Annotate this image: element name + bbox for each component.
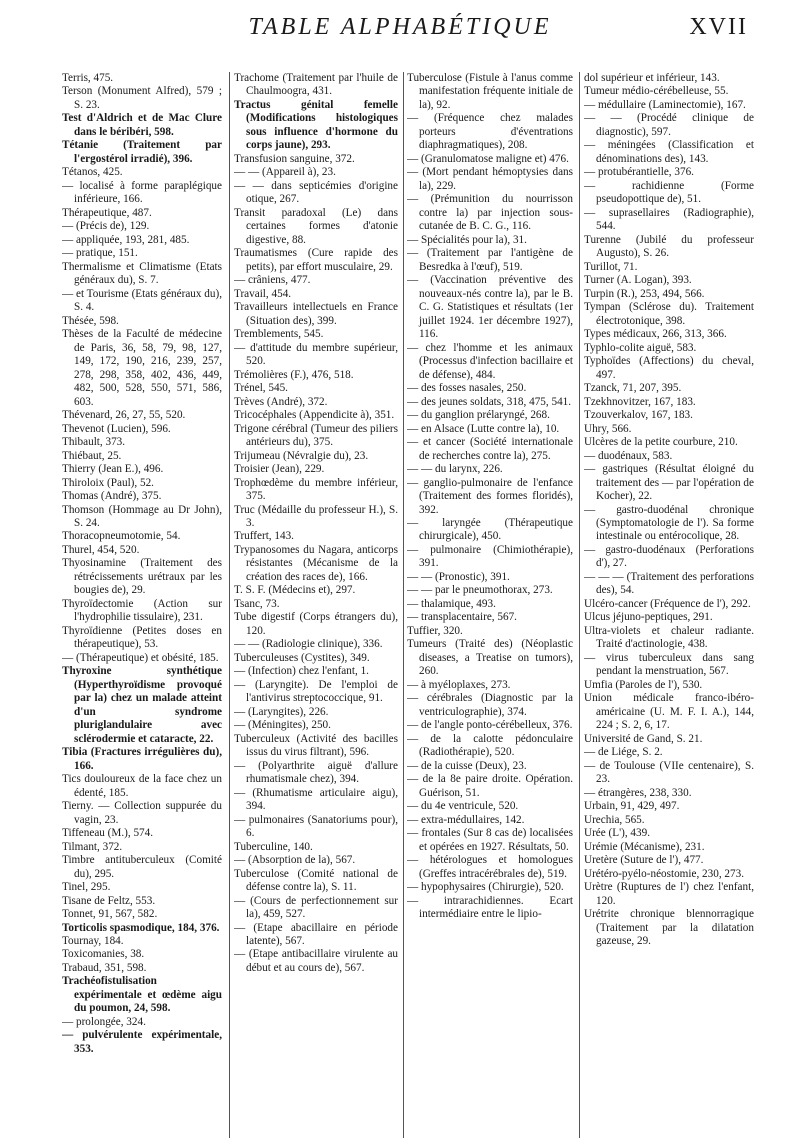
- index-entry: Ulcères de la petite courbure, 210.: [584, 436, 738, 449]
- index-entry: — — par le pneumothorax, 273.: [407, 584, 553, 597]
- index-entry: Trigone cérébral (Tumeur des piliers antérieurs du), 375.: [234, 422, 398, 449]
- index-entry: Truc (Médaille du professeur H.), S. 3.: [234, 503, 398, 529]
- index-entry: Thermalisme et Climatisme (Etats généraux du), S. 7.: [62, 260, 222, 287]
- index-entry: Thyroïdectomie (Action sur l'hydrophilie tissulaire), 231.: [62, 597, 222, 624]
- index-entry: — chez l'homme et les animaux (Processus d'infection bacillaire et de défense), 484.: [407, 341, 573, 381]
- index-column-2: [234, 72, 398, 1138]
- index-entry: — laryngée (Thérapeutique chirurgicale), 450.: [407, 516, 573, 543]
- index-entry: dol supérieur et inférieur, 143.: [584, 72, 720, 84]
- index-entry: Turpin (R.), 253, 494, 566.: [584, 287, 705, 300]
- index-entry: — (Etape antibacillaire virulente au début et au cours de), 567.: [234, 948, 398, 974]
- index-entry: Thyroïdienne (Petites doses en thérapeutique), 53.: [62, 624, 222, 651]
- index-entry: Troisier (Jean), 229.: [234, 463, 325, 476]
- index-entry: — (Vaccination préventive des nouveaux-nés contre la), par le B. C. G. Statistiques et résultats (1er juillet 1924. 1er décembre 1927), 116.: [407, 274, 573, 341]
- index-entry: Tuberculose (Fistule à l'anus comme manifestation fréquente initiale de la), 92.: [407, 72, 573, 111]
- index-entry: — — (Radiologie clinique), 336.: [234, 638, 383, 651]
- index-entry: — gastriques (Résultat éloigné du traitement des — par l'opération de Kocher), 22.: [584, 463, 754, 503]
- page-title: TABLE ALPHABÉTIQUE: [248, 14, 552, 40]
- index-entry: Thérapeutique, 487.: [62, 206, 152, 219]
- index-entry: Tuberculeux (Activité des bacilles issus du virus filtrant), 596.: [234, 732, 398, 759]
- index-entry: Tierny. — Collection suppurée du vagin, 23.: [62, 800, 222, 826]
- index-entry: Transfusion sanguine, 372.: [234, 152, 355, 165]
- index-entry: — de la cuisse (Deux), 23.: [407, 759, 527, 772]
- index-entry: Thibault, 373.: [62, 436, 126, 449]
- index-entry: — du 4e ventricule, 520.: [407, 800, 519, 813]
- index-entry: Tuberculeuses (Cystites), 349.: [234, 651, 370, 664]
- index-entry: — (Infection) chez l'enfant, 1.: [234, 665, 369, 678]
- index-entry: — (Etape abacillaire en période latente), 567.: [234, 921, 398, 947]
- index-entry: Tics douloureux de la face chez un édenté, 185.: [62, 773, 222, 799]
- index-entry: Typhoïdes (Affections) du cheval, 497.: [584, 355, 754, 381]
- index-entry: Union médicale franco-ibéro-américaine (U. M. F. I. A.), 144, 224 ; S. 2, 6, 17.: [584, 692, 754, 732]
- index-entry: Traumatismes (Cure rapide des petits), par effort musculaire, 29.: [234, 247, 398, 273]
- index-entry: Thomas (André), 375.: [62, 490, 162, 503]
- index-entry: Trénel, 545.: [234, 382, 288, 395]
- index-entry: — transplacentaire, 567.: [407, 611, 517, 624]
- index-entry: Thurel, 454, 520.: [62, 543, 140, 556]
- index-entry: — (Précis de), 129.: [62, 220, 150, 233]
- index-entry: Urètre (Ruptures de l') chez l'enfant, 120.: [584, 881, 754, 907]
- index-entry: Trophœdème du membre inférieur, 375.: [234, 476, 398, 503]
- index-entry: Urétéro-pyélo-néostomie, 230, 273.: [584, 867, 745, 880]
- index-entry: — (Laryngites), 226.: [234, 705, 329, 718]
- index-entry: — d'attitude du membre supérieur, 520.: [234, 341, 398, 368]
- index-entry: Uhry, 566.: [584, 422, 632, 435]
- index-entry: — (Polyarthrite aiguë d'allure rhumatismale chez), 394.: [234, 759, 398, 786]
- index-entry: — cérébrales (Diagnostic par la ventriculographie), 374.: [407, 692, 573, 718]
- index-entry: — en Alsace (Lutte contre la), 10.: [407, 422, 560, 435]
- index-entry: — rachidienne (Forme pseudopottique de), 51.: [584, 179, 754, 206]
- index-entry: — — du larynx, 226.: [407, 463, 503, 476]
- index-entry: — (Méningites), 250.: [234, 719, 331, 732]
- index-entry: — et Tourisme (Etats généraux du), S. 4.: [62, 287, 222, 314]
- index-entry: Tétanos, 425.: [62, 166, 123, 179]
- index-entry: — hétérologues et homologues (Greffes intracérébrales de), 519.: [407, 854, 573, 880]
- index-entry: T. S. F. (Médecins et), 297.: [234, 584, 356, 597]
- index-entry: Ulcéro-cancer (Fréquence de l'), 292.: [584, 597, 751, 610]
- index-entry: — — (Pronostic), 391.: [407, 570, 510, 583]
- index-entry: Thyosinamine (Traitement des rétrécissements urétraux par les bougies de), 29.: [62, 557, 222, 597]
- index-entry: Terson (Monument Alfred), 579 ; S. 23.: [62, 85, 222, 111]
- index-entry: — gastro-duodénal chronique (Symptomatologie de l'). Sa forme intestinale ou entérocolique, 28.: [584, 503, 754, 543]
- index-entry: Thiébaut, 25.: [62, 449, 122, 462]
- index-entry: Thévenard, 26, 27, 55, 520.: [62, 409, 186, 422]
- index-entry: — (Rhumatisme articulaire aigu), 394.: [234, 786, 398, 813]
- index-entry: Tricocéphales (Appendicite à), 351.: [234, 409, 395, 422]
- index-entry: — (Traitement par l'antigène de Besredka à l'œuf), 519.: [407, 247, 573, 273]
- index-column-1: [62, 72, 222, 1138]
- column-divider: [579, 72, 580, 1138]
- index-entry: — (Absorption de la), 567.: [234, 854, 356, 867]
- index-entry: Tremblements, 545.: [234, 328, 324, 341]
- page-number: XVII: [689, 14, 748, 40]
- index-entry: Tractus génital femelle (Modifications histologiques sous influence d'hormone du corps jaune), 293.: [234, 98, 398, 152]
- index-entry: Thèses de la Faculté de médecine de Paris, 36, 58, 79, 98, 127, 149, 172, 190, 216, 239, 257, 278, 298, 358, 402, 436, 449, 482, 500, 528, 550, 571, 586, 603.: [62, 328, 222, 408]
- index-entry: Tumeur médio-cérébelleuse, 55.: [584, 85, 729, 98]
- index-entry: Travail, 454.: [234, 287, 292, 300]
- index-entry: — — (Appareil à), 23.: [234, 166, 336, 179]
- index-entry: Tzanck, 71, 207, 395.: [584, 382, 682, 395]
- index-entry: — de Toulouse (VIIe centenaire), S. 23.: [584, 759, 754, 786]
- index-entry: Turillot, 71.: [584, 260, 638, 273]
- index-entry: Timbre antituberculeux (Comité du), 295.: [62, 854, 222, 880]
- index-entry: Thierry (Jean E.), 496.: [62, 463, 164, 476]
- index-entry: Tiffeneau (M.), 574.: [62, 827, 154, 840]
- index-entry: — (Granulomatose maligne et) 476.: [407, 152, 569, 165]
- index-entry: — — — (Traitement des perforations des), 54.: [584, 570, 754, 597]
- column-divider: [229, 72, 230, 1138]
- index-entry: — — (Procédé clinique de diagnostic), 597.: [584, 112, 754, 138]
- index-entry: Tuberculine, 140.: [234, 840, 313, 853]
- index-entry: — protubérantielle, 376.: [584, 166, 694, 179]
- index-entry: — (Fréquence chez malades porteurs d'éventrations diaphragmatiques), 208.: [407, 112, 573, 152]
- index-entry: — ganglio-pulmonaire de l'enfance (Traitement des formes floridés), 392.: [407, 476, 573, 516]
- index-columns: [62, 72, 776, 1138]
- index-entry: — pulvérulente expérimentale, 353.: [62, 1029, 222, 1055]
- index-entry: — suprasellaires (Radiographie), 544.: [584, 206, 754, 233]
- index-entry: — (Laryngite). De l'emploi de l'antivirus streptococcique, 91.: [234, 678, 398, 705]
- index-entry: Types médicaux, 266, 313, 366.: [584, 328, 727, 341]
- index-entry: — pratique, 151.: [62, 247, 138, 260]
- index-entry: Thésée, 598.: [62, 314, 119, 327]
- index-entry: Trachéofistulisation expérimentale et œdème aigu du poumon, 24, 598.: [62, 975, 222, 1015]
- index-entry: — (Thérapeutique) et obésité, 185.: [62, 651, 219, 664]
- index-entry: — méningées (Classification et dénominations des), 143.: [584, 139, 754, 165]
- index-entry: Tube digestif (Corps étrangers du), 120.: [234, 611, 398, 637]
- index-entry: — — dans septicémies d'origine otique, 267.: [234, 179, 398, 206]
- index-entry: — thalamique, 493.: [407, 597, 496, 610]
- index-entry: Thiroloix (Paul), 52.: [62, 476, 154, 489]
- index-entry: Urbain, 91, 429, 497.: [584, 800, 680, 813]
- index-entry: Tumeurs (Traité des) (Néoplastic diseases, a Treatise on tumors), 260.: [407, 638, 573, 678]
- index-entry: — de l'angle ponto-cérébelleux, 376.: [407, 719, 573, 732]
- index-entry: Tzouverkalov, 167, 183.: [584, 409, 693, 422]
- index-entry: Tournay, 184.: [62, 935, 124, 947]
- index-entry: Transit paradoxal (Le) dans certaines formes d'atonie digestive, 88.: [234, 206, 398, 246]
- index-entry: — prolongée, 324.: [62, 1015, 146, 1028]
- index-entry: Urée (L'), 439.: [584, 827, 651, 840]
- index-entry: Turner (A. Logan), 393.: [584, 274, 692, 287]
- index-entry: — pulmonaires (Sanatoriums pour), 6.: [234, 813, 398, 840]
- index-entry: — des jeunes soldats, 318, 475, 541.: [407, 395, 572, 408]
- index-entry: — pulmonaire (Chimiothérapie), 391.: [407, 543, 573, 570]
- index-entry: Tonnet, 91, 567, 582.: [62, 908, 158, 921]
- index-entry: — Spécialités pour la), 31.: [407, 233, 527, 246]
- index-entry: Tinel, 295.: [62, 881, 111, 894]
- index-entry: Ulcus jéjuno-peptiques, 291.: [584, 611, 713, 624]
- column-divider: [403, 72, 404, 1138]
- index-entry: Urétrite chronique blennorragique (Traitement par la dilatation gazeuse, 29.: [584, 908, 754, 947]
- index-entry: Tisane de Feltz, 553.: [62, 894, 156, 907]
- index-entry: — étrangères, 238, 330.: [584, 786, 692, 799]
- index-entry: Uretère (Suture de l'), 477.: [584, 854, 704, 867]
- index-entry: — gastro-duodénaux (Perforations d'), 27.: [584, 543, 754, 570]
- page-header: [0, 14, 800, 54]
- index-entry: — intrarachidiennes. Ecart intermédiaire entre le lipio-: [407, 894, 573, 921]
- index-entry: Thevenot (Lucien), 596.: [62, 422, 171, 435]
- index-entry: Trémolières (F.), 476, 518.: [234, 368, 354, 381]
- index-entry: Typhlo-colite aiguë, 583.: [584, 341, 697, 354]
- index-entry: Truffert, 143.: [234, 530, 294, 543]
- index-column-3: [407, 72, 573, 1138]
- index-entry: — des fosses nasales, 250.: [407, 382, 527, 395]
- index-entry: Tsanc, 73.: [234, 597, 280, 610]
- index-entry: Trabaud, 351, 598.: [62, 961, 147, 974]
- index-entry: Thoracopneumotomie, 54.: [62, 530, 181, 543]
- index-entry: — à myéloplaxes, 273.: [407, 678, 511, 691]
- index-entry: Tuffier, 320.: [407, 624, 463, 637]
- index-entry: — frontales (Sur 8 cas de) localisées et opérées en 1927. Résultats, 50.: [407, 827, 573, 853]
- index-entry: Tzekhnovitzer, 167, 183.: [584, 395, 696, 408]
- index-entry: Test d'Aldrich et de Mac Clure dans le béribéri, 598.: [62, 112, 222, 138]
- index-entry: — localisé à forme paraplégique inférieure, 166.: [62, 179, 222, 206]
- index-entry: — de la 8e paire droite. Opération. Guérison, 51.: [407, 773, 573, 799]
- index-entry: — de Liége, S. 2.: [584, 746, 663, 759]
- index-entry: Terris, 475.: [62, 72, 114, 84]
- index-entry: — hypophysaires (Chirurgie), 520.: [407, 881, 564, 894]
- index-entry: — de la calotte pédonculaire (Radiothérapie), 520.: [407, 732, 573, 759]
- index-entry: — extra-médullaires, 142.: [407, 813, 525, 826]
- index-entry: Toxicomanies, 38.: [62, 948, 145, 961]
- index-entry: Urechia, 565.: [584, 813, 645, 826]
- index-entry: — virus tuberculeux dans sang pendant la menstruation, 567.: [584, 651, 754, 678]
- index-entry: — (Cours de perfectionnement sur la), 459, 527.: [234, 894, 398, 921]
- index-entry: Trijumeau (Névralgie du), 23.: [234, 449, 369, 462]
- index-entry: Tétanie (Traitement par l'ergostérol irradié), 396.: [62, 139, 222, 165]
- index-column-4: [584, 72, 754, 1138]
- index-entry: — (Prémunition du nourrisson contre la) par injection sous-cutanée de B. C. G., 116.: [407, 193, 573, 233]
- index-entry: Umfia (Paroles de l'), 530.: [584, 678, 703, 691]
- index-entry: — appliquée, 193, 281, 485.: [62, 233, 190, 246]
- index-entry: Ultra-violets et chaleur radiante. Traité d'actinologie, 438.: [584, 624, 754, 651]
- index-entry: — du ganglion prélaryngé, 268.: [407, 409, 550, 422]
- index-entry: Université de Gand, S. 21.: [584, 732, 703, 745]
- index-entry: Tibia (Fractures irrégulières du), 166.: [62, 746, 222, 772]
- index-entry: — crâniens, 477.: [234, 274, 311, 287]
- index-entry: Turenne (Jubilé du professeur Augusto), S. 26.: [584, 233, 754, 260]
- index-entry: Torticolis spasmodique, 184, 376.: [62, 921, 220, 934]
- index-entry: Tympan (Sclérose du). Traitement électrotonique, 398.: [584, 301, 754, 327]
- index-entry: Thomson (Hommage au Dr John), S. 24.: [62, 503, 222, 529]
- index-entry: Tuberculose (Comité national de défense contre la), S. 11.: [234, 867, 398, 894]
- index-entry: — (Mort pendant hémoptysies dans la), 229.: [407, 166, 573, 192]
- index-entry: — médullaire (Laminectomie), 167.: [584, 98, 746, 111]
- index-entry: — duodénaux, 583.: [584, 449, 673, 462]
- index-entry: Trachome (Traitement par l'huile de Chaulmoogra, 431.: [234, 72, 398, 98]
- index-entry: Urémie (Mécanisme), 231.: [584, 840, 705, 853]
- index-entry: Trèves (André), 372.: [234, 395, 328, 408]
- index-entry: Thyroxine synthétique (Hyperthyroïdisme provoqué par la) chez un malade atteint d'un syndrome pluriglandulaire avec sclérodermie et cataracte, 22.: [62, 665, 222, 745]
- index-entry: Travailleurs intellectuels en France (Situation des), 399.: [234, 301, 398, 327]
- index-entry: Trypanosomes du Nagara, anticorps résistantes (Mécanisme de la création des races de), 166.: [234, 543, 398, 583]
- index-entry: Tilmant, 372.: [62, 840, 123, 853]
- index-entry: — et cancer (Société internationale de recherches contre la), 275.: [407, 436, 573, 462]
